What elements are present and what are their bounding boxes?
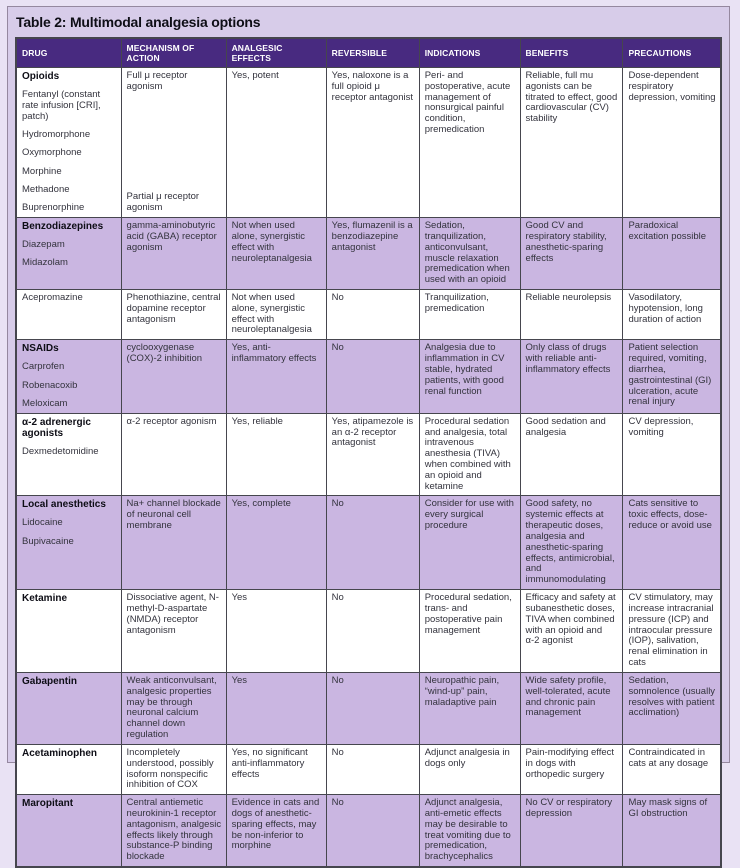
table-row-acetaminophen: [16, 744, 721, 794]
mechanism-cell: Incompletely understood, possibly isoform nonspecific inhibition of COX: [121, 744, 226, 794]
drug-class-name: NSAIDs: [22, 343, 59, 355]
analgesic-effects-cell: Yes: [226, 590, 326, 673]
drug-name: Acepromazine: [22, 291, 83, 303]
drug-name: Methadone: [22, 183, 70, 195]
drug-cell: [16, 289, 121, 339]
drug-name: Lidocaine: [22, 517, 63, 529]
reversible-cell: Yes, atipamezole is an α-2 receptor antagonist: [326, 413, 419, 496]
benefits-cell: Good CV and respiratory stability, anesthetic-sparing effects: [520, 218, 623, 290]
benefits-cell: Pain-modifying effect in dogs with orthopedic surgery: [520, 744, 623, 794]
drug-cell: [16, 795, 121, 867]
precautions-cell: Sedation, somnolence (usually resolves with patient acclimation): [623, 672, 721, 744]
analgesic-effects-cell: Yes: [226, 672, 326, 744]
mechanism-cell: [121, 68, 226, 218]
drug-name: Hydromorphone: [22, 128, 91, 140]
drug-cell: [16, 218, 121, 290]
col-header-precautions: PRECAUTIONS: [623, 38, 721, 68]
indications-cell: Sedation, tranquilization, anticonvulsant, muscle relaxation premedication when used with an opioid: [419, 218, 520, 290]
drug-class-name: Benzodiazepines: [22, 221, 104, 233]
table-row-benzodiazepines: [16, 218, 721, 290]
drug-cell: [16, 590, 121, 673]
drug-cell: [16, 68, 121, 218]
analgesic-effects-cell: Not when used alone, synergistic effect with neuroleptanalgesia: [226, 289, 326, 339]
drug-name: Midazolam: [22, 257, 68, 269]
mechanism-cell: α-2 receptor agonism: [121, 413, 226, 496]
mechanism-cell: gamma-aminobutyric acid (GABA) receptor agonism: [121, 218, 226, 290]
mechanism-cell: Central antiemetic neurokinin-1 receptor antagonism, analgesic effects likely through substance-P binding blockade: [121, 795, 226, 867]
col-header-analgesic-effects: ANALGESIC EFFECTS: [226, 38, 326, 68]
drug-class-name: Acetaminophen: [22, 747, 98, 759]
indications-cell: Analgesia due to inflammation in CV stable, hydrated patients, with good renal function: [419, 340, 520, 413]
drug-cell: [16, 672, 121, 744]
drug-cell: [16, 340, 121, 413]
drug-cell: [16, 744, 121, 794]
drug-name: Fentanyl (constant rate infusion [CRI], patch): [22, 88, 101, 122]
reversible-cell: No: [326, 795, 419, 867]
drug-class-name: Gabapentin: [22, 675, 78, 687]
reversible-cell: No: [326, 590, 419, 673]
precautions-cell: May mask signs of GI obstruction: [623, 795, 721, 867]
drug-class-name: α-2 adrenergic agonists: [22, 416, 91, 440]
table-row-nsaids: [16, 340, 721, 413]
table-row-acepromazine: [16, 289, 721, 339]
indications-cell: Adjunct analgesia in dogs only: [419, 744, 520, 794]
table-row-local-anesthetics: [16, 496, 721, 590]
table-row-ketamine: [16, 590, 721, 673]
drug-name: Bupivacaine: [22, 535, 74, 547]
col-header-reversible: REVERSIBLE: [326, 38, 419, 68]
benefits-cell: Reliable, full mu agonists can be titrated to effect, good cardiovascular (CV) stability: [520, 68, 623, 218]
table-row-maropitant: [16, 795, 721, 867]
precautions-cell: CV stimulatory, may increase intracranial pressure (ICP) and intraocular pressure (IOP), salivation, renal elimination in cats: [623, 590, 721, 673]
analgesic-effects-cell: Evidence in cats and dogs of anesthetic-sparing effects, may be non-inferior to morphine: [226, 795, 326, 867]
indications-cell: Procedural sedation and analgesia, total intravenous anesthesia (TIVA) when combined with an opioid and ketamine: [419, 413, 520, 496]
precautions-cell: Vasodilatory, hypotension, long duration of action: [623, 289, 721, 339]
analgesia-table: [15, 37, 722, 868]
indications-cell: Adjunct analgesia, anti-emetic effects may be desirable to treat vomiting due to premedication, brachycephalics: [419, 795, 520, 867]
drug-name: Buprenorphine: [22, 202, 85, 214]
precautions-cell: Cats sensitive to toxic effects, dose-reduce or avoid use: [623, 496, 721, 590]
precautions-cell: Patient selection required, vomiting, diarrhea, gastrointestinal (GI) ulceration, acute renal injury: [623, 340, 721, 413]
col-header-drug: DRUG: [16, 38, 121, 68]
precautions-cell: Contraindicated in cats at any dosage: [623, 744, 721, 794]
precautions-cell: Dose-dependent respiratory depression, vomiting: [623, 68, 721, 218]
reversible-cell: No: [326, 340, 419, 413]
reversible-cell: No: [326, 496, 419, 590]
table-row-alpha2-agonists: [16, 413, 721, 496]
benefits-cell: Only class of drugs with reliable anti-inflammatory effects: [520, 340, 623, 413]
analgesic-effects-cell: Yes, complete: [226, 496, 326, 590]
mechanism-cell: Na+ channel blockade of neuronal cell membrane: [121, 496, 226, 590]
benefits-cell: Wide safety profile, well-tolerated, acute and chronic pain management: [520, 672, 623, 744]
reversible-cell: Yes, flumazenil is a benzodiazepine antagonist: [326, 218, 419, 290]
drug-name: Oxymorphone: [22, 147, 82, 159]
col-header-indications: INDICATIONS: [419, 38, 520, 68]
mechanism-cell: Phenothiazine, central dopamine receptor antagonism: [121, 289, 226, 339]
indications-cell: Tranquilization, premedication: [419, 289, 520, 339]
indications-cell: Procedural sedation, trans- and postoperative pain management: [419, 590, 520, 673]
mechanism-secondary: Partial μ receptor agonism: [126, 191, 200, 214]
mechanism-cell: cyclooxygenase (COX)-2 inhibition: [121, 340, 226, 413]
drug-class-name: Ketamine: [22, 593, 68, 605]
benefits-cell: No CV or respiratory depression: [520, 795, 623, 867]
analgesic-effects-cell: Yes, potent: [226, 68, 326, 218]
mechanism-cell: Dissociative agent, N-methyl-D-aspartate (NMDA) receptor antagonism: [121, 590, 226, 673]
mechanism-primary: Full μ receptor agonism: [126, 70, 188, 92]
table-panel: [7, 6, 730, 863]
indications-cell: Consider for use with every surgical procedure: [419, 496, 520, 590]
table-row-opioids: [16, 68, 721, 218]
precautions-cell: Paradoxical excitation possible: [623, 218, 721, 290]
drug-name: Morphine: [22, 165, 62, 177]
header-row: [16, 38, 721, 68]
precautions-cell: CV depression, vomiting: [623, 413, 721, 496]
drug-name: Diazepam: [22, 238, 65, 250]
drug-name: Dexmedetomidine: [22, 445, 99, 457]
reversible-cell: Yes, naloxone is a full opioid μ receptor antagonist: [326, 68, 419, 218]
benefits-cell: Efficacy and safety at subanesthetic doses, TIVA when combined with an opioid and α-2 agonist: [520, 590, 623, 673]
reversible-cell: No: [326, 289, 419, 339]
benefits-cell: Good sedation and analgesia: [520, 413, 623, 496]
analgesic-effects-cell: Yes, no significant anti-inflammatory effects: [226, 744, 326, 794]
benefits-cell: Good safety, no systemic effects at therapeutic doses, analgesia and anesthetic-sparing effects, antimicrobial, and immunomodulating: [520, 496, 623, 590]
drug-cell: [16, 413, 121, 496]
analgesic-effects-cell: Yes, anti-inflammatory effects: [226, 340, 326, 413]
drug-class-name: Opioids: [22, 71, 60, 82]
indications-cell: Neuropathic pain, “wind-up” pain, maladaptive pain: [419, 672, 520, 744]
drug-name: Robenacoxib: [22, 379, 78, 391]
indications-cell: Peri- and postoperative, acute management of nonsurgical painful condition, premedication: [419, 68, 520, 218]
mechanism-cell: Weak anticonvulsant, analgesic properties may be through neuronal calcium channel down regulation: [121, 672, 226, 744]
analgesic-effects-cell: Not when used alone, synergistic effect with neuroleptanalgesia: [226, 218, 326, 290]
col-header-benefits: BENEFITS: [520, 38, 623, 68]
table-row-gabapentin: [16, 672, 721, 744]
reversible-cell: No: [326, 744, 419, 794]
drug-class-name: Maropitant: [22, 798, 74, 810]
benefits-cell: Reliable neurolepsis: [520, 289, 623, 339]
drug-class-name: Local anesthetics: [22, 499, 106, 511]
analgesic-effects-cell: Yes, reliable: [226, 413, 326, 496]
drug-name: Carprofen: [22, 361, 65, 373]
drug-name: Meloxicam: [22, 397, 68, 409]
table-title: Table 2: Multimodal analgesia options: [16, 14, 261, 30]
drug-cell: [16, 496, 121, 590]
col-header-mechanism: MECHANISM OF ACTION: [121, 38, 226, 68]
reversible-cell: No: [326, 672, 419, 744]
